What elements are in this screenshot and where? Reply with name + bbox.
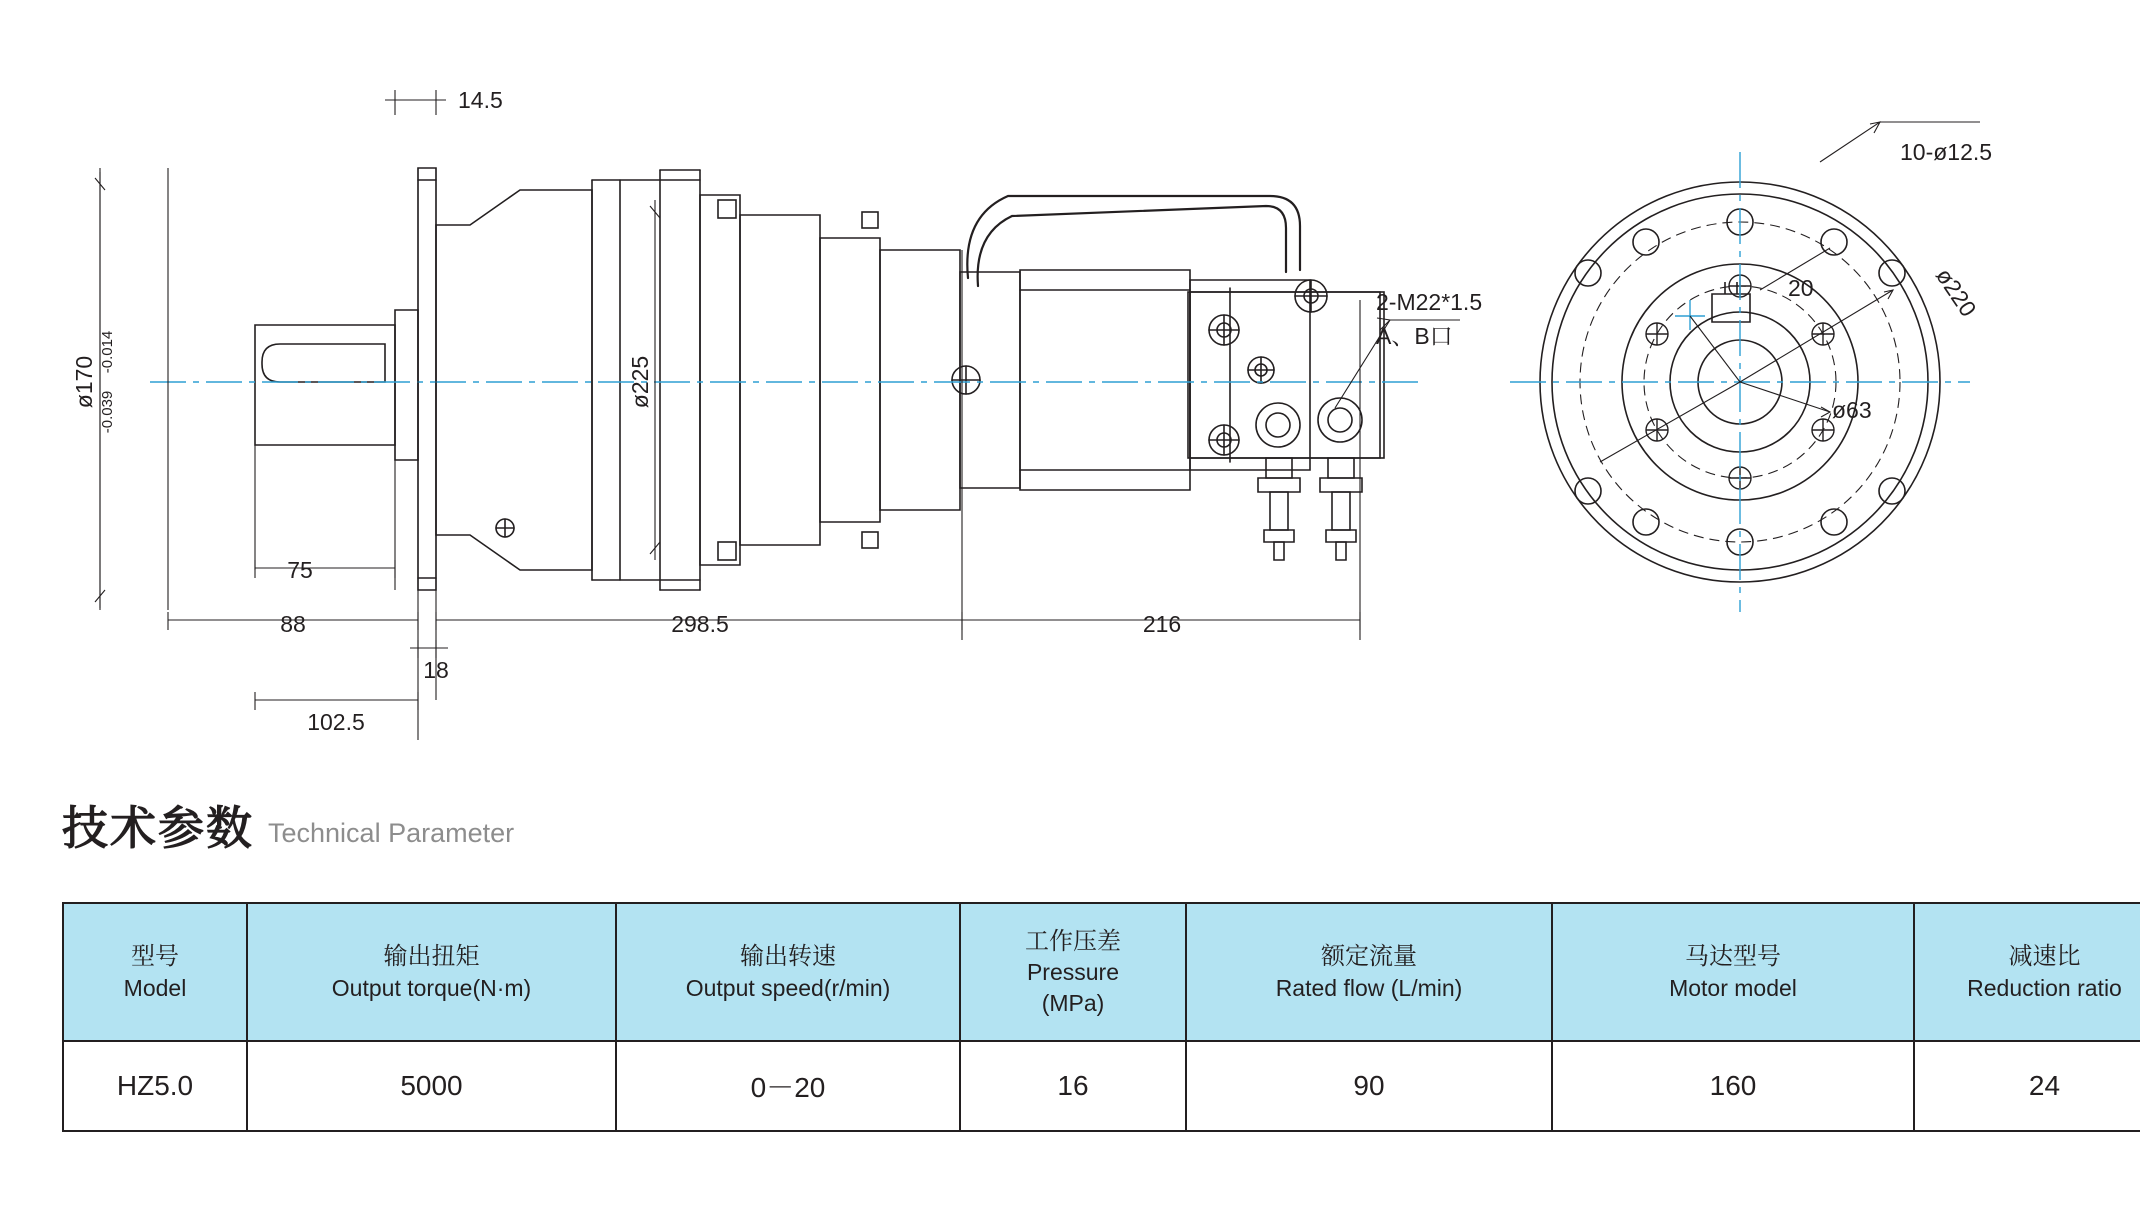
dim-102-5: 102.5: [307, 709, 365, 735]
label-10-holes: 10-ø12.5: [1900, 139, 1993, 165]
tol-lower: -0.039: [99, 390, 116, 434]
col-model: [63, 903, 247, 1041]
col-output-speed-cn: 输出转速: [740, 942, 836, 970]
col-model-en: Model: [123, 974, 187, 1001]
dim-75: 75: [287, 557, 313, 583]
col-output-torque-en: Output torque(N·m): [331, 974, 532, 1001]
col-reduction-ratio: [1914, 903, 2140, 1041]
heading-en: Technical Parameter: [268, 818, 515, 848]
label-thread: 2-M22*1.5: [1376, 289, 1483, 315]
section-heading: [62, 802, 515, 854]
heading-cn: 技术参数: [62, 802, 254, 854]
dim-170: ø170: [71, 355, 97, 409]
spec-table-body: [63, 1041, 2140, 1131]
dim-14-5: 14.5: [458, 87, 503, 113]
col-rated-flow-cn: 额定流量: [1321, 942, 1417, 970]
col-output-torque-cn: 输出扭矩: [383, 942, 480, 970]
dim-63: ø63: [1832, 397, 1872, 423]
dim-225: ø225: [627, 355, 653, 409]
tol-upper: -0.014: [99, 330, 116, 374]
col-pressure-unit: (MPa): [1041, 989, 1105, 1016]
dim-216: 216: [1142, 611, 1182, 637]
dim-18: 18: [423, 657, 449, 683]
col-rated-flow-en: Rated flow (L/min): [1275, 974, 1463, 1001]
col-pressure-cn: 工作压差: [1025, 927, 1121, 955]
col-pressure: [960, 903, 1186, 1041]
col-motor-model-en: Motor model: [1669, 974, 1797, 1001]
cell-model: HZ5.0: [63, 1041, 247, 1131]
dim-220: ø220: [1930, 263, 1982, 322]
dim-88: 88: [280, 611, 306, 637]
spec-table-head: [63, 903, 2140, 1041]
col-model-cn: 型号: [131, 942, 179, 970]
col-pressure-en: Pressure: [1026, 959, 1120, 986]
col-output-speed: [616, 903, 960, 1041]
cell-rated-flow: 90: [1186, 1041, 1552, 1131]
spec-table: [62, 902, 2140, 1132]
cell-pressure: 16: [960, 1041, 1186, 1131]
col-reduction-ratio-cn: 减速比: [2008, 942, 2081, 970]
dim-298-5: 298.5: [671, 611, 729, 637]
col-output-speed-en: Output speed(r/min): [685, 974, 891, 1001]
cell-motor-model: 160: [1552, 1041, 1914, 1131]
label-thread-sub: A、B口: [1376, 323, 1453, 349]
table-header-row: [63, 903, 2140, 1041]
col-motor-model: [1552, 903, 1914, 1041]
col-output-torque: [247, 903, 616, 1041]
col-rated-flow: [1186, 903, 1552, 1041]
cell-output-torque: 5000: [247, 1041, 616, 1131]
col-motor-model-cn: 马达型号: [1685, 942, 1781, 970]
col-reduction-ratio-en: Reduction ratio: [1967, 974, 2122, 1001]
table-row: [63, 1041, 2140, 1131]
dim-20: 20: [1788, 275, 1814, 301]
cell-reduction-ratio: 24: [1914, 1041, 2140, 1131]
cell-output-speed: 0－20: [616, 1041, 960, 1131]
